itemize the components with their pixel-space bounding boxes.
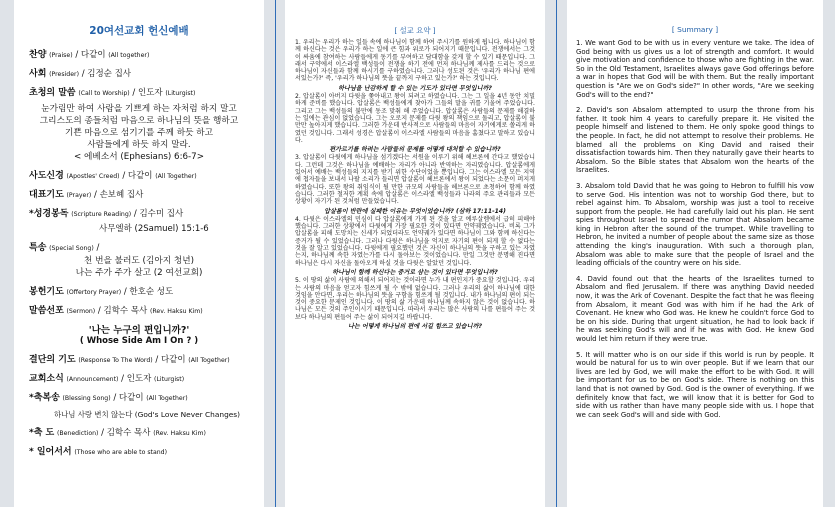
item-name-english: (Apostles' Creed) bbox=[66, 173, 120, 180]
program-rows bbox=[14, 50, 264, 458]
item-leader: / 김정순 집사 bbox=[81, 69, 132, 79]
item-name-english: (Blessing Song) bbox=[62, 395, 111, 402]
item-name: *축 도 bbox=[29, 428, 55, 438]
item-leader: / 다같이 bbox=[155, 355, 186, 365]
item-name: 사회 bbox=[29, 69, 47, 79]
item-leader: / 다같이 bbox=[122, 171, 153, 181]
call-to-worship-line: 그리스도의 종들처럼 마음으로 하나님의 뜻을 행하고 bbox=[39, 116, 239, 126]
item-name: 결단의 기도 bbox=[29, 355, 76, 365]
item-name: *성경봉독 bbox=[29, 209, 69, 219]
summary-ko-title: [ 설교 요약 ] bbox=[394, 26, 436, 35]
item-name-english: (Prayer) bbox=[66, 192, 92, 199]
item-name: * 일어서서 bbox=[29, 447, 72, 457]
paragraph: 2. 압살롬이 아버지 다윗을 쫓아내고 왕이 되려고 하였습니다. 그는 그 일을 4년 동안 치밀하게 준비를 했습니다. 압살롬은 백성들에게 찾아가 그들의 말을 귀를 기울여 주었습니다. 그리고 그는 백성들의 불만에 동조 맞춰 해 주었습니다. 압살롬은 사람들의 문제를 해결하는 일에는 관심이 없었습니다. 그는 오로지 문제를 다윗 왕의 책임으로 돌리고, 압살롬이 불만만 높아지게 했습니다. 그러한 가운데 반사적으로 사람들의 마음이 자기에게로 쏠리게 하였던 것입니다. 그래서 성경은 압살롬이 이스라엘 사람들의 마음을 훔쳤다고 말하고 있습니다. bbox=[295, 93, 535, 144]
paragraph: 3. 압살롬이 다윗에게 하나님을 섬기겠다는 서원을 이루기 위해 헤브론에 간다고 했었습니다. 그런데 그것은 하나님을 예배하는 자리가 아니라 반역하는 자리였습니다. 압살롬에게 있어서 예배는 백성들의 지지를 받기 위한 수단이었을 뿐입니다. 그는 이스라엘 모든 지역에 첩자들을 보내서 나팔 소리가 들리면 압살롬이 헤브론에서 왕이 되었다는 소문이 퍼지게 하였습니다. 또한 왕의 취임식이 될 만한 규모의 사람들을 헤브론으로 초청하여 함께 하였습니다. 그러한 철저한 계획 속에 압살롬은 이스라엘 백성들과 나라의 주요 관리들과 모든 상황이 자기가 된 것처럼 만들었습니다. bbox=[295, 154, 535, 206]
item-name: 특송 bbox=[29, 243, 47, 253]
item-name-english: (Sermon) bbox=[66, 308, 96, 315]
item-leader-english: (All Together) bbox=[155, 173, 197, 180]
item-name: 봉헌기도 bbox=[29, 287, 64, 297]
item-leader: / 인도자 bbox=[121, 374, 152, 384]
program-item bbox=[29, 50, 264, 61]
item-name: 사도신경 bbox=[29, 171, 64, 181]
summary-en-body bbox=[567, 39, 823, 419]
program-item bbox=[29, 209, 264, 220]
summary-ko-body bbox=[285, 39, 545, 330]
question: 압살롬이 반란에 실패한 이유는 무엇이었습니까? (삼하 17:11-14) bbox=[324, 207, 506, 215]
blessing-song-title: 하나님 사랑 변치 않는다 (God's Love Never Changes) bbox=[54, 410, 241, 419]
order-of-worship-panel bbox=[14, 0, 264, 507]
special-song-line: 천 번을 불러도 (김아지 청년) bbox=[83, 256, 195, 266]
item-leader-english: (Rev. Haksu Kim) bbox=[149, 308, 203, 315]
item-name-english: (Benediction) bbox=[56, 430, 99, 437]
paragraph: 5. It will matter who is on our side if this world is run by people. It would be natural for us to win over people. But if we learn that our lives are led by God, we will make the effort to be with God. It will be important for us to be on God's side. There is nothing on this land that is not owned by God. God is the owner of everything. If we definitely know that fact, we will know that it is better for God to side with us rather than have many people side with us. I hope that we can seek God's will and side with God. bbox=[576, 350, 814, 419]
item-name: 대표기도 bbox=[29, 190, 64, 200]
program-item bbox=[29, 171, 264, 182]
question: 하나님이 함께 하신다는 증거로 삼는 것이 있다면 무엇입니까? bbox=[332, 268, 498, 276]
sermon-title-english: ( Whose Side Am I On ? ) bbox=[79, 336, 199, 346]
item-name: *축복송 bbox=[29, 393, 60, 403]
item-leader-english: (All Together) bbox=[146, 395, 188, 402]
item-leader: / 손보혜 집사 bbox=[94, 190, 144, 200]
item-name-english: (Call to Worship) bbox=[78, 90, 130, 97]
item-leader: / 다같이 bbox=[75, 50, 106, 60]
paragraph: 2. David's son Absalom attempted to usurp the throne from his father. It took him 4 years to carefully prepare it. He visited the people himself and listened to them. He only spoke good things to the people. In fact, he did not attempt to resolve their problems. He blamed all the problems on King David and raised their dissatisfaction towards him. Then they naturally gave their hearts to Absalom. So the Bible states that Absalom won the hearts of the Israelites. bbox=[576, 106, 814, 175]
item-leader-english: (Liturgist) bbox=[165, 90, 196, 97]
item-name: 말씀선포 bbox=[29, 306, 64, 316]
item-name-english: (Those who are able to stand) bbox=[74, 449, 168, 456]
item-name-english: (Praise) bbox=[49, 52, 73, 59]
item-name-english: (Offertory Prayer) bbox=[66, 289, 122, 296]
item-leader: / 김학수 목사 bbox=[97, 306, 148, 316]
program-item bbox=[29, 88, 264, 99]
paragraph: 4. 다윗은 이스라엘의 민심이 다 압살롬에게 가게 된 것을 알고 예루살렘에서 급히 피해야 했습니다. 그러한 상황에서 다윗에게 가장 필요한 것이 있다면 언약궤였습니다. 비록 그가 압살롬을 피해 도망치는 신세가 되었더라도 언약궤가 있다면 하나님이 그와 함께 하신다는 증거가 될 수 있었습니다. 그러나 다윗은 하나님을 억지로 자기의 편이 되게 할 수 없다는 것을 잘 알고 있었습니다. 다윗에게 필요했던 것은 자신이 하나님의 뜻을 구하고 있는 자였는지, 하나님께 속한 자였는가를 다시 돌아보는 것이었습니다. 만일 그것만 분명해 진다면 하나님은 다시 자신을 돌아오게 하실 것을 다윗은 알았던 것입니다. bbox=[295, 215, 535, 267]
column-divider bbox=[556, 0, 557, 507]
item-name-english: (Scripture Reading) bbox=[71, 211, 132, 218]
item-name-english: (Response To The Word) bbox=[78, 357, 153, 364]
paragraph: 3. Absalom told David that he was going to Hebron to fulfill his vow to serve God. His intention was not to worship God there, but to rebel against him. To Absalom, worship was just a tool to receive support from the people. He had carefully laid out his plan. He sent spies throughout Israel to spread the rumor that Absalom became king in Hebron after the sound of the trumpet. While travelling to Hebron, he invited a number of people about the same size as those attending the king's inauguration. With such a thorough plan, Absalom was able to make sure that the people of Israel and the leading officials of the country were on his side. bbox=[576, 181, 814, 268]
program-item bbox=[29, 287, 264, 298]
special-song-line: 나는 주가 주가 살고 (2 여선교회) bbox=[75, 268, 203, 278]
call-to-worship-line: 기쁜 마음으로 섬기기를 주께 하듯 하고 bbox=[64, 128, 214, 138]
item-name: 찬양 bbox=[29, 50, 47, 60]
program-item bbox=[29, 306, 264, 317]
item-leader-english: (All together) bbox=[108, 52, 150, 59]
sermon-title: '나는 누구의 편입니까?' bbox=[88, 325, 190, 336]
program-item bbox=[29, 374, 264, 385]
item-name: 교회소식 bbox=[29, 374, 64, 384]
item-leader-english: (All Together) bbox=[188, 357, 230, 364]
program-item bbox=[29, 355, 264, 366]
program-title: 20여선교회 헌신예배 bbox=[89, 25, 189, 37]
item-name-english: (Special Song) bbox=[49, 245, 94, 252]
item-leader: / 한호순 성도 bbox=[123, 287, 174, 297]
item-leader: / 다같이 bbox=[113, 393, 144, 403]
call-to-worship-line: 눈가림만 하여 사람을 기쁘게 하는 자처럼 하지 말고 bbox=[41, 104, 237, 114]
question: 나는 어떻게 하나님의 편에 서길 힘쓰고 있습니까? bbox=[348, 322, 482, 330]
summary-en-title: [ Summary ] bbox=[671, 25, 719, 34]
item-leader: / 인도자 bbox=[132, 88, 163, 98]
english-summary-panel bbox=[567, 0, 823, 507]
paragraph: 1. We want God to be with us in every venture we take. The idea of God being with us gives us a lot of strength and comfort. It would give motivation and confidence to those who are fighting in the war. So in the Old Testament, Israelites always gave God offerings before a war in hopes that God will be with them. But the really important question is "Are we on God's side?" In other words, "Are we seeking God's will to the end?" bbox=[576, 39, 814, 99]
paragraph: 5. 이 땅의 삶이 사람에 의해서 되어지는 것이라면 누가 내 편인지가 중요할 것입니다. 우리는 사람의 마음을 얻고자 힘쓰게 될 수 밖에 없습니다. 그러나 우리의 삶이 하나님에 대한 것임을 안다면, 우리는 하나님의 뜻을 구함을 힘쓰게 될 것입니다. 내가 하나님의 편이 되는 것이 중요한 문제인 것입니다. 이 땅의 삶 가운데 하나님께 속하지 않은 것이 없습니다. 하나님은 모든 것의 주인이시기 때문입니다. 따라서 우리는 많은 사람의 나를 편들어 주는 것보다 하나님의 편들어 주는 삶이 되어지길 바랍니다. bbox=[295, 277, 535, 321]
call-to-worship-line: 사람들에게 하듯 하지 말라. bbox=[87, 140, 191, 150]
item-leader-english: (Rev. Haksu Kim) bbox=[153, 430, 206, 437]
item-leader: / 김학수 목사 bbox=[101, 428, 151, 438]
item-leader: / 김수미 집사 bbox=[133, 209, 184, 219]
paragraph: 1. 우리는 우리가 하는 일들 속에 하나님이 함께 하여 주시기를 원하게 됩니다. 하나님이 함께 하신다는 것은 우리가 하는 일에 큰 힘과 위로가 되어지기 때문입니다. 전쟁에서는 그것이 싸움에 참여하는 사람들에게 동기를 부여하고 담대함을 갖게 할 수 있기 때문입니다. 그래서 구약에서 이스라엘 백성들이 전쟁을 하기 전에 먼저 하나님께 제사를 드리는 것으로 하나님이 자신들과 함께 하시기를 구하였습니다. 그러나 성도된 것은 '우리가 하나님 편에 서있는가?' 즉, '우리가 하나님의 뜻을 끝까지 구하고 있는가?' 하는 것입니다. bbox=[295, 39, 535, 83]
item-leader-english: (Liturgist) bbox=[154, 376, 185, 383]
item-name-english: (Presider) bbox=[49, 71, 79, 78]
column-divider bbox=[275, 0, 276, 507]
program-item bbox=[29, 243, 264, 254]
question: 편가르기를 하려는 사람들의 문제를 어떻게 대처할 수 있습니까? bbox=[329, 146, 501, 154]
program-item bbox=[29, 190, 264, 201]
item-name-english: (Announcement) bbox=[66, 376, 119, 383]
program-item bbox=[29, 69, 264, 80]
scripture-reference: 사무엘하 (2Samuel) 15:1-6 bbox=[99, 224, 209, 234]
question: 하나님을 난감하게 할 수 있는 기도가 있다면 무엇입니까? bbox=[338, 84, 492, 92]
call-to-worship-ref: < 에베소서 (Ephesians) 6:6-7> bbox=[74, 152, 204, 162]
program-item bbox=[29, 447, 264, 458]
korean-summary-panel bbox=[285, 0, 545, 507]
program-item bbox=[29, 428, 264, 439]
paragraph: 4. David found out that the hearts of the Israelites turned to Absalom and fled Jerusalem. If there was anything David needed now, it was the Ark of Covenant. Despite the fact that he was fleeing from Absalom, it meant God was with him if he had the Ark of Covenant. He knew who God was. He knew he couldn't force God to be on his side. During that urgent situation, he had to look back if he was seeking God's will and if he was with God. He knew God would let him return if they were true. bbox=[576, 274, 814, 343]
program-item bbox=[29, 393, 264, 404]
item-name: 초청의 말씀 bbox=[29, 88, 76, 98]
item-leader: / bbox=[96, 243, 100, 253]
